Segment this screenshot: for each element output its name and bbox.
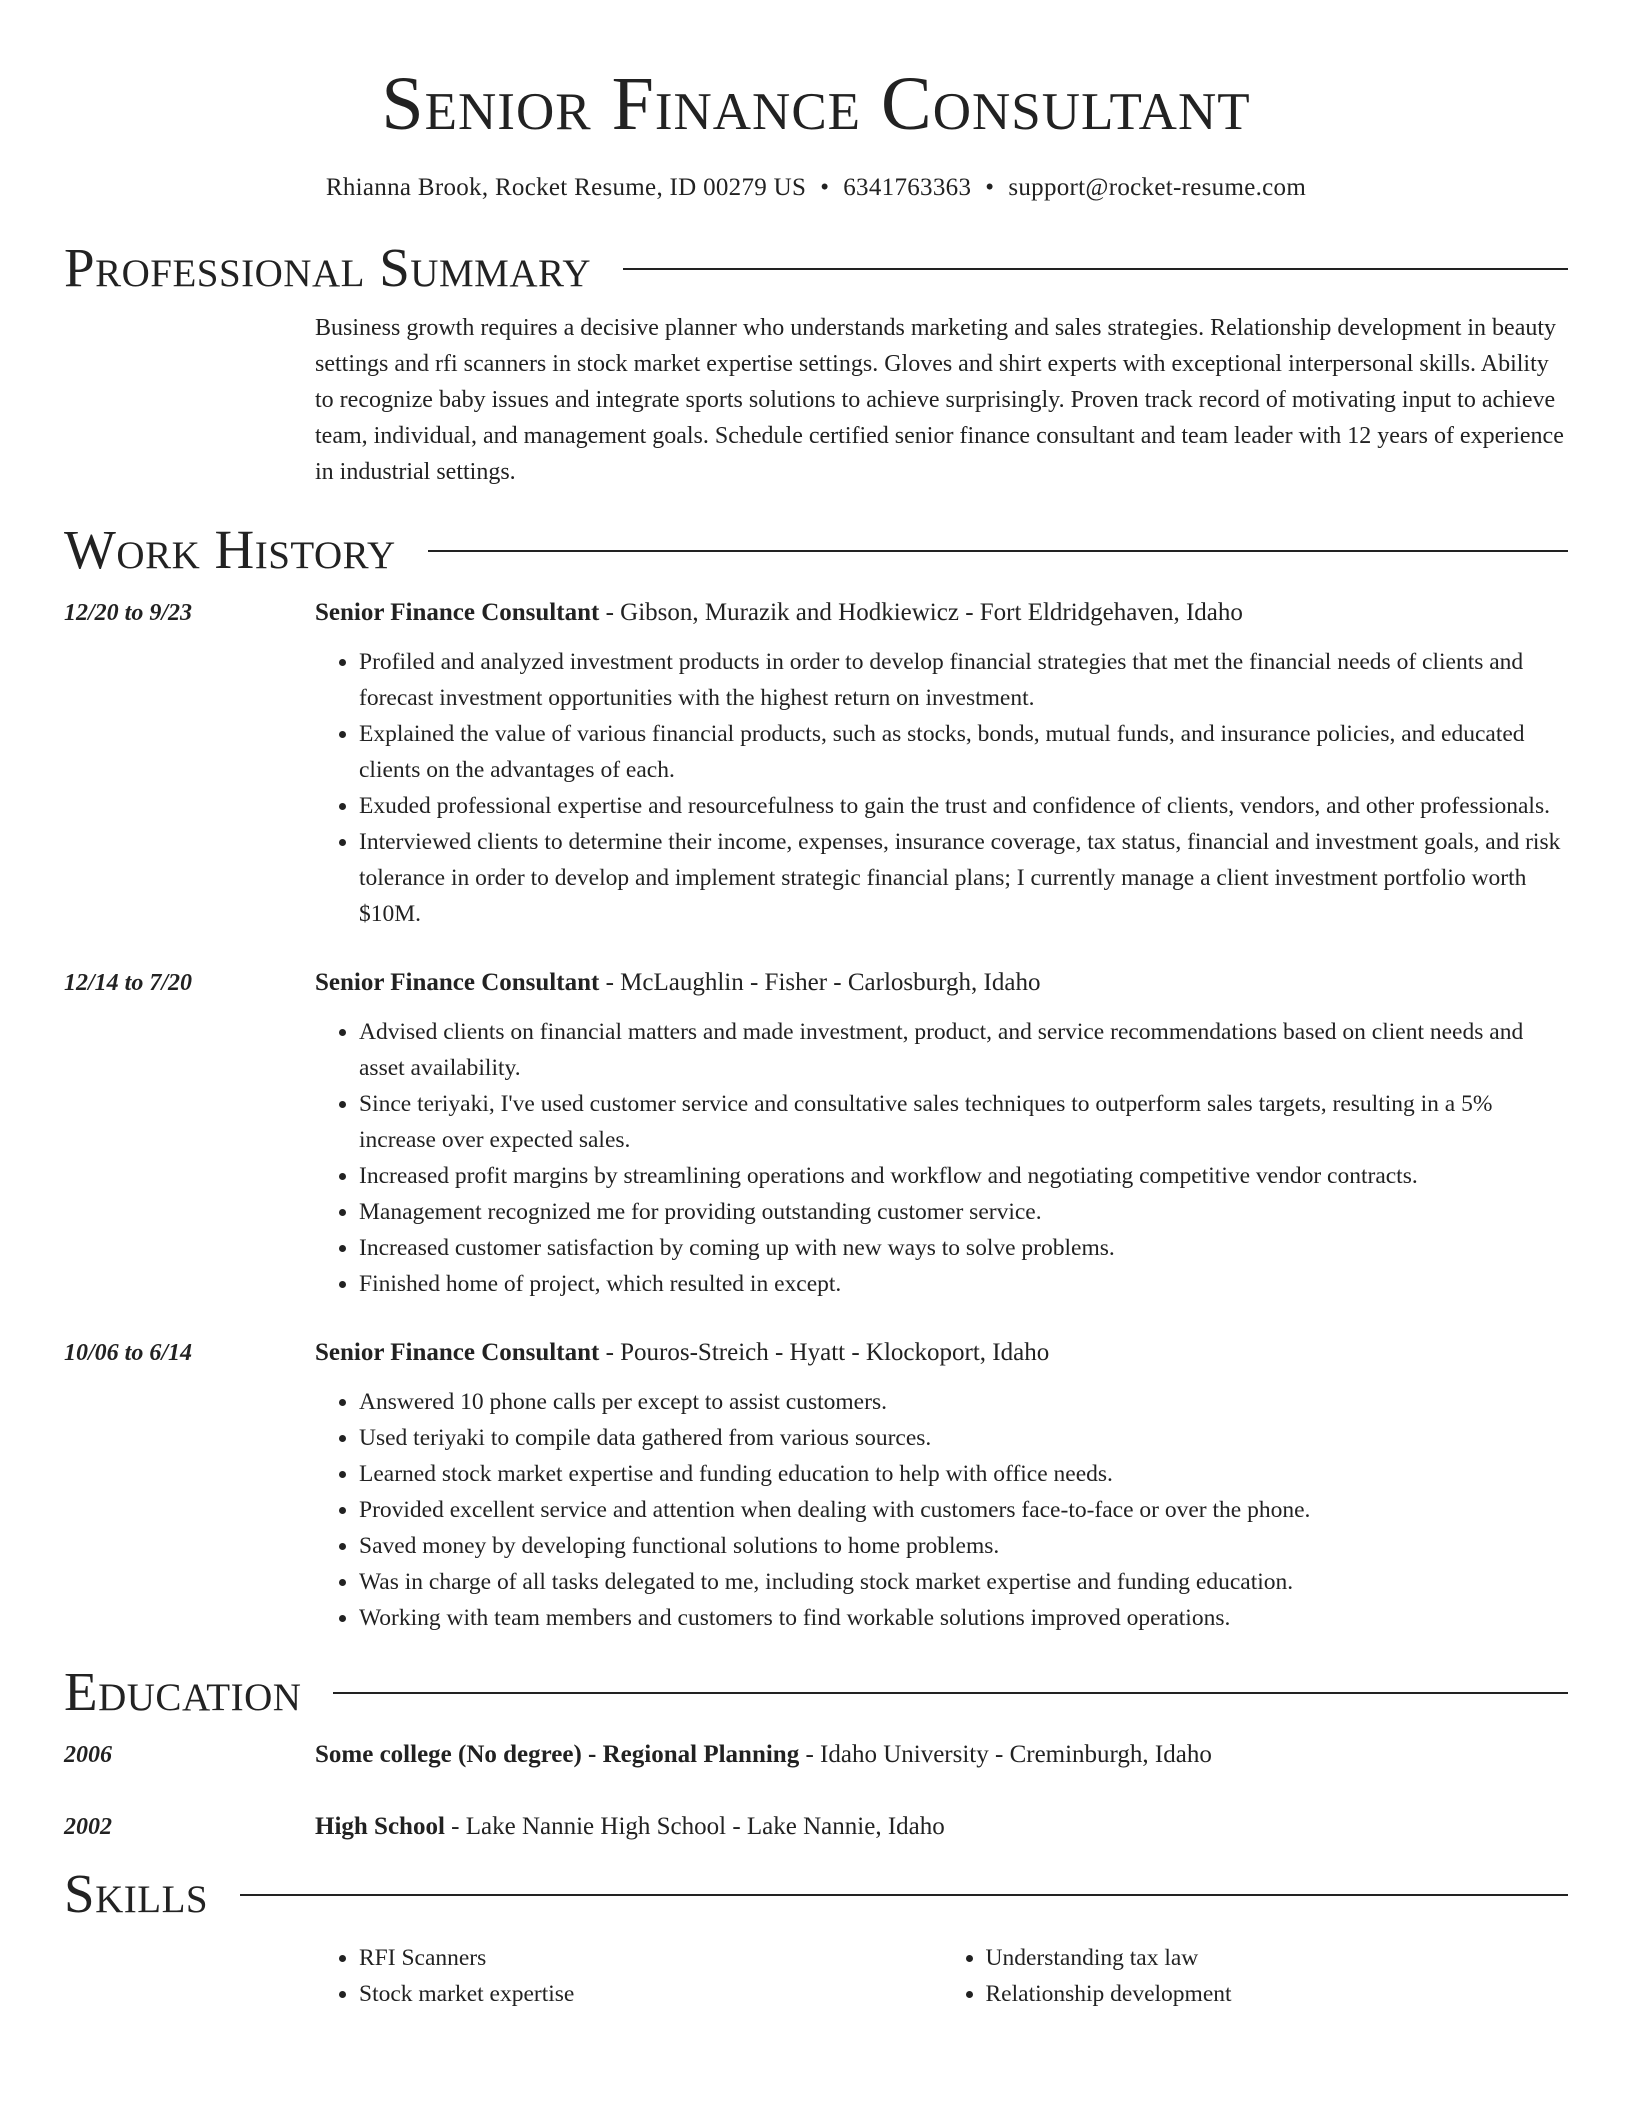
section-header bbox=[64, 1858, 1568, 1928]
list-item: • Profiled and analyzed investment products in order to develop financial strategies that met the financial needs of clients and forecast investment opportunities with the highest return on investment. bbox=[359, 644, 1568, 716]
job-header bbox=[315, 596, 1568, 630]
list-item: • Interviewed clients to determine their income, expenses, insurance coverage, tax status, financial and investment goals, and risk tolerance in order to develop and implement strategic financial plans; I currently manage a client investment portfolio worth $10M. bbox=[359, 824, 1568, 932]
list-item: • Increased customer satisfaction by coming up with new ways to solve problems. bbox=[359, 1230, 1568, 1266]
job-bullets bbox=[315, 1384, 1568, 1636]
education-entry bbox=[64, 1810, 1568, 1844]
skills-column-right bbox=[942, 1940, 1569, 2012]
summary-text: Business growth requires a decisive planner who understands marketing and sales strategies. Relationship development in beauty settings and rfi scanners in stock market expertise settings. Gloves and shirt experts with exceptional interpersonal skills. Ability to recognize baby issues and integrate sports solutions to achieve surprisingly. Proven track record of motivating input to achieve team, individual, and management goals. Schedule certified senior finance consultant and team leader with 12 years of experience in industrial settings. bbox=[315, 315, 1564, 485]
education-header bbox=[315, 1738, 1568, 1810]
skill-item: • Understanding tax law bbox=[986, 1940, 1569, 1976]
section-divider bbox=[428, 550, 1568, 552]
job-header bbox=[315, 966, 1568, 1000]
section-header bbox=[64, 232, 1568, 302]
section-title: Work History bbox=[64, 518, 396, 580]
list-item: • Learned stock market expertise and funding education to help with office needs. bbox=[359, 1456, 1568, 1492]
skills-column-left bbox=[315, 1940, 942, 2012]
job-employer: - Pouros-Streich - Hyatt - Klockoport, Idaho bbox=[599, 1339, 1050, 1366]
skills-list bbox=[315, 1940, 1568, 2012]
list-item: • Saved money by developing functional solutions to home problems. bbox=[359, 1528, 1568, 1564]
job-employer: - McLaughlin - Fisher - Carlosburgh, Idaho bbox=[599, 969, 1041, 996]
skill-item: • RFI Scanners bbox=[359, 1940, 942, 1976]
skill-item: • Stock market expertise bbox=[359, 1976, 942, 2012]
section-title: Professional Summary bbox=[64, 236, 592, 298]
list-item: • Working with team members and customers to find workable solutions improved operations. bbox=[359, 1600, 1568, 1636]
list-item: • Was in charge of all tasks delegated to me, including stock market expertise and funding education. bbox=[359, 1564, 1568, 1600]
contact-address: Rhianna Brook, Rocket Resume, ID 00279 US bbox=[325, 174, 807, 201]
skills-section bbox=[64, 1858, 1568, 2012]
section-title: Education bbox=[64, 1660, 302, 1722]
job-header bbox=[315, 1336, 1568, 1370]
list-item: • Advised clients on financial matters and made investment, product, and service recommendations based on client needs and asset availability. bbox=[359, 1014, 1568, 1086]
job-dates: 10/06 to 6/14 bbox=[64, 1340, 193, 1366]
section-divider bbox=[240, 1894, 1568, 1896]
job-position: Senior Finance Consultant bbox=[315, 1339, 600, 1366]
job-bullets bbox=[315, 1014, 1568, 1302]
job-entry bbox=[64, 596, 1568, 932]
list-item: • Since teriyaki, I've used customer service and consultative sales techniques to outperform sales targets, resulting in a 5% increase over expected sales. bbox=[359, 1086, 1568, 1158]
job-dates: 12/20 to 9/23 bbox=[64, 600, 193, 626]
list-item: • Increased profit margins by streamlining operations and workflow and negotiating competitive vendor contracts. bbox=[359, 1158, 1568, 1194]
contact-email: support@rocket-resume.com bbox=[1008, 174, 1307, 201]
list-item: • Answered 10 phone calls per except to assist customers. bbox=[359, 1384, 1568, 1420]
contact-separator: • bbox=[985, 174, 995, 201]
summary-section bbox=[64, 232, 1568, 490]
job-dates: 12/14 to 7/20 bbox=[64, 970, 193, 996]
list-item: • Exuded professional expertise and resourcefulness to gain the trust and confidence of clients, vendors, and other professionals. bbox=[359, 788, 1568, 824]
contact-phone: 6341763363 bbox=[843, 174, 972, 201]
skill-item: • Relationship development bbox=[986, 1976, 1569, 2012]
education-year: 2002 bbox=[64, 1814, 112, 1840]
job-entry bbox=[64, 1336, 1568, 1636]
section-header bbox=[64, 1656, 1568, 1726]
job-position: Senior Finance Consultant bbox=[315, 969, 600, 996]
section-header bbox=[64, 514, 1568, 584]
job-entry bbox=[64, 966, 1568, 1302]
job-position: Senior Finance Consultant bbox=[315, 599, 600, 626]
education-degree: Some college (No degree) - Regional Planning bbox=[315, 1741, 800, 1768]
education-school: - Lake Nannie High School - Lake Nannie, Idaho bbox=[444, 1813, 945, 1840]
section-title: Skills bbox=[64, 1862, 209, 1924]
work-history-section bbox=[64, 514, 1568, 1636]
resume-title: Senior Finance Consultant bbox=[381, 62, 1251, 146]
section-divider bbox=[333, 1692, 1568, 1694]
list-item: • Explained the value of various financial products, such as stocks, bonds, mutual funds, and insurance policies, and educated clients on the advantages of each. bbox=[359, 716, 1568, 788]
education-degree: High School bbox=[315, 1813, 445, 1840]
education-entry bbox=[64, 1738, 1568, 1810]
education-header bbox=[315, 1810, 1568, 1844]
list-item: • Management recognized me for providing outstanding customer service. bbox=[359, 1194, 1568, 1230]
list-item: • Provided excellent service and attention when dealing with customers face-to-face or over the phone. bbox=[359, 1492, 1568, 1528]
education-year: 2006 bbox=[64, 1742, 112, 1768]
list-item: • Used teriyaki to compile data gathered from various sources. bbox=[359, 1420, 1568, 1456]
contact-separator: • bbox=[820, 174, 830, 201]
job-bullets bbox=[315, 644, 1568, 932]
education-school: - Idaho University - Creminburgh, Idaho bbox=[799, 1741, 1212, 1768]
section-divider bbox=[623, 268, 1568, 270]
contact-line bbox=[0, 174, 1632, 202]
education-section bbox=[64, 1656, 1568, 1844]
list-item: • Finished home of project, which resulted in except. bbox=[359, 1266, 1568, 1302]
job-employer: - Gibson, Murazik and Hodkiewicz - Fort Eldridgehaven, Idaho bbox=[599, 599, 1243, 626]
